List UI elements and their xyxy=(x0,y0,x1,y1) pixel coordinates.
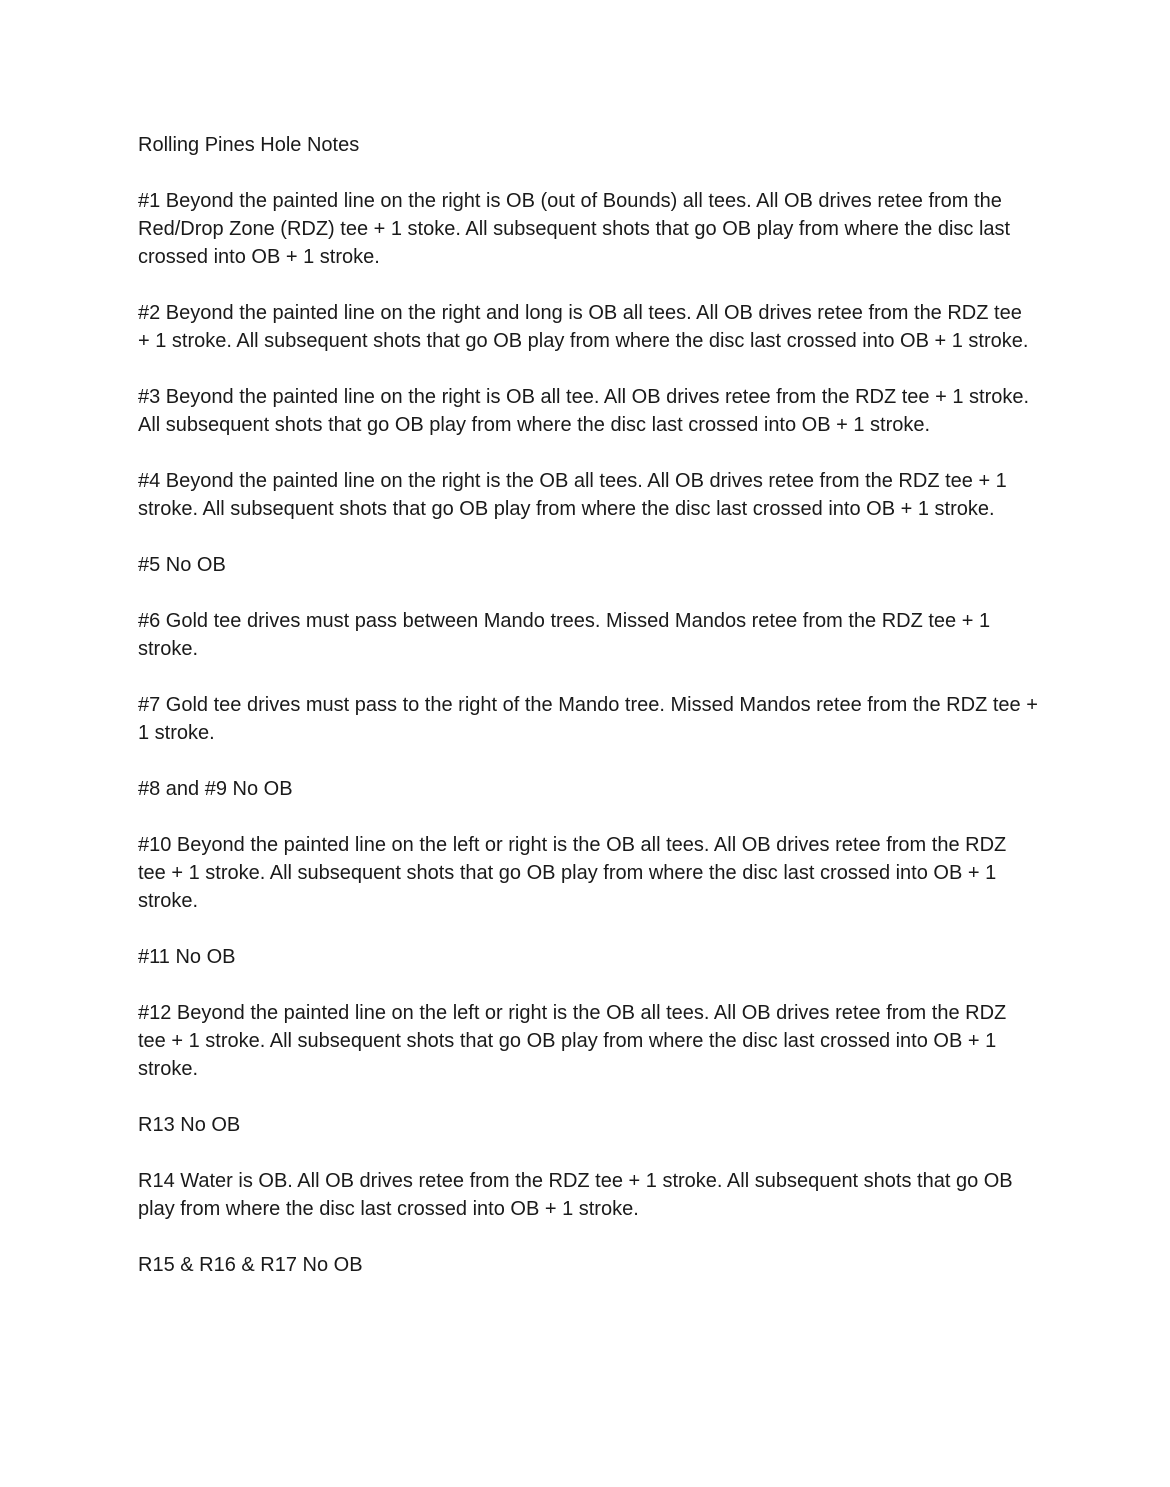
document-body xyxy=(138,131,1038,1307)
hole-note-14: R14 Water is OB. All OB drives retee from the RDZ tee + 1 stroke. All subsequent shots that go OB play from where the disc last crossed into OB + 1 stroke. xyxy=(138,1170,1013,1220)
hole-note-15-16-17: R15 & R16 & R17 No OB xyxy=(138,1254,363,1276)
hole-note-3: #3 Beyond the painted line on the right is OB all tee. All OB drives retee from the RDZ tee + 1 stroke. All subsequent shots that go OB play from where the disc last crossed into OB + 1 stroke. xyxy=(138,386,1030,436)
hole-note-5: #5 No OB xyxy=(138,554,226,576)
hole-note-7: #7 Gold tee drives must pass to the right of the Mando tree. Missed Mandos retee from the RDZ tee + 1 stroke. xyxy=(138,694,1038,744)
hole-note-10: #10 Beyond the painted line on the left or right is the OB all tees. All OB drives retee from the RDZ tee + 1 stroke. All subsequent shots that go OB play from where the disc last crossed into OB + 1 stroke. xyxy=(138,834,1007,912)
hole-note-4: #4 Beyond the painted line on the right is the OB all tees. All OB drives retee from the RDZ tee + 1 stroke. All subsequent shots that go OB play from where the disc last crossed into OB + 1 stroke. xyxy=(138,470,1007,520)
hole-note-12: #12 Beyond the painted line on the left or right is the OB all tees. All OB drives retee from the RDZ tee + 1 stroke. All subsequent shots that go OB play from where the disc last crossed into OB + 1 stroke. xyxy=(138,1002,1007,1080)
document-title: Rolling Pines Hole Notes xyxy=(138,134,360,156)
hole-note-13: R13 No OB xyxy=(138,1114,241,1136)
hole-note-6: #6 Gold tee drives must pass between Mando trees. Missed Mandos retee from the RDZ tee + 1 stroke. xyxy=(138,610,991,660)
hole-note-2: #2 Beyond the painted line on the right and long is OB all tees. All OB drives retee from the RDZ tee + 1 stroke. All subsequent shots that go OB play from where the disc last crossed into OB + 1 stroke. xyxy=(138,302,1029,352)
hole-note-1: #1 Beyond the painted line on the right is OB (out of Bounds) all tees. All OB drives retee from the Red/Drop Zone (RDZ) tee + 1 stoke. All subsequent shots that go OB play from where the disc last crossed into OB + 1 stroke. xyxy=(138,190,1011,268)
hole-note-11: #11 No OB xyxy=(138,946,236,968)
hole-note-8-9: #8 and #9 No OB xyxy=(138,778,293,800)
